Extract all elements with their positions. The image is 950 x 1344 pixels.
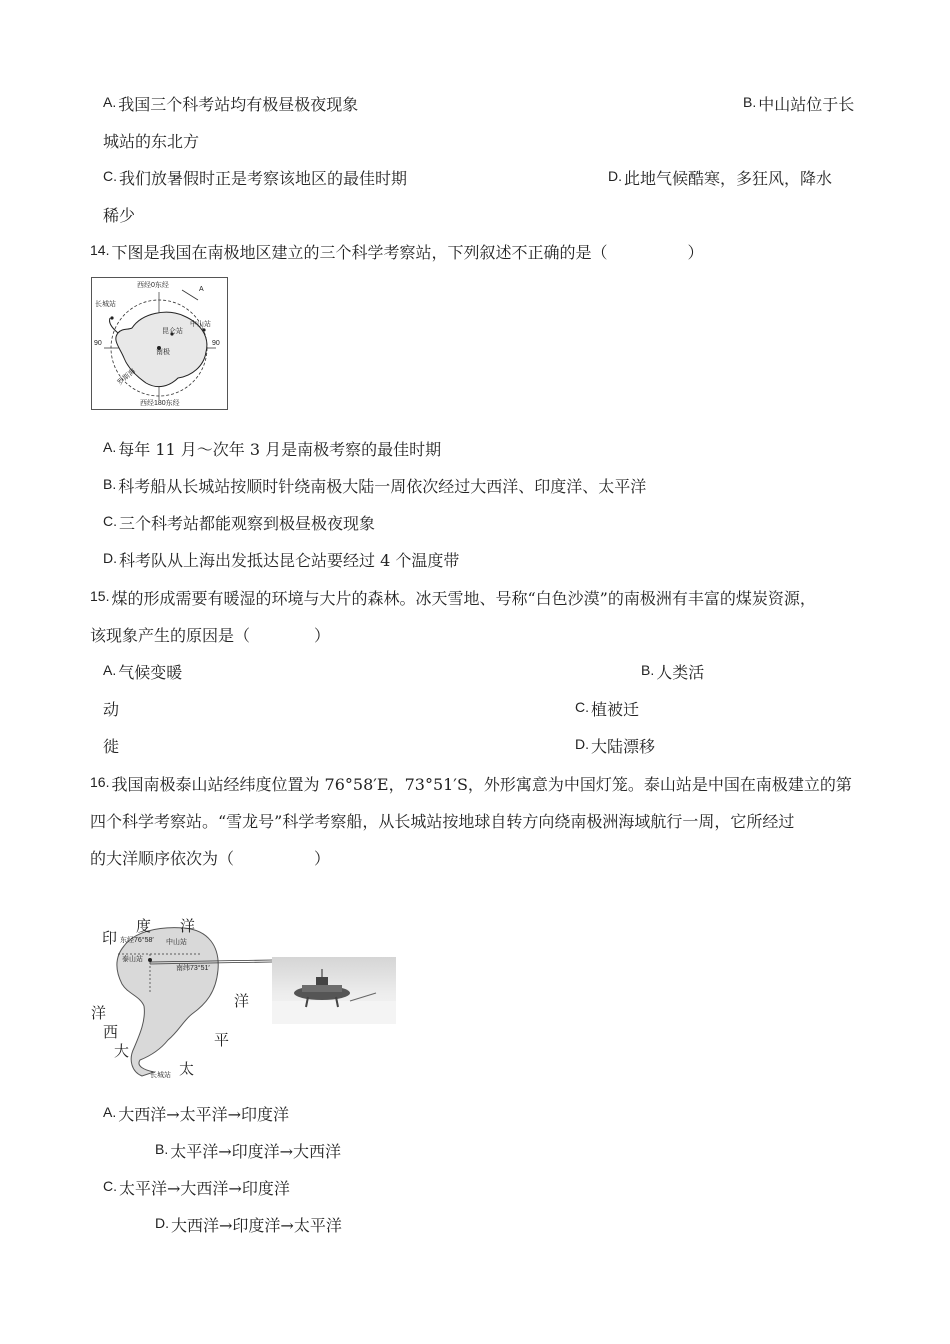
q16-taishan-station-photo <box>272 957 396 1024</box>
q16-map-yang-right: 洋 <box>234 992 250 1010</box>
q16-option-c: C. 太平洋→大西洋→印度洋 <box>103 1178 290 1198</box>
q14-map-drawing <box>92 278 227 409</box>
q16-map-yin: 印 <box>102 929 118 947</box>
q13-option-d: D. 此地气候酷寒，多狂风，降水 <box>608 168 833 188</box>
q16-station-building-drawing <box>272 957 396 1024</box>
q14-map-arrow-label: A <box>199 286 204 293</box>
q15-option-d: D. 大陆漂移 <box>575 736 656 756</box>
q16-map-taishan-label: 泰山站 <box>122 956 143 963</box>
q14-map-sea-label: 罗斯海 <box>116 367 138 387</box>
q16-map-du: 度 <box>136 917 152 935</box>
q15-option-c: C. 植被迁 <box>575 699 640 719</box>
q16-map-figure <box>88 910 398 1082</box>
q16-map-da: 大 <box>114 1042 130 1060</box>
q16-option-a: A. 大西洋→太平洋→印度洋 <box>103 1104 290 1124</box>
q15-stem-line1: 15. 煤的形成需要有暖湿的环境与大片的森林。冰天雪地、号称“白色沙漠”的南极洲有丰富的煤炭资源， <box>90 588 816 608</box>
q14-map-pole-label: 南极 <box>156 349 170 356</box>
q14-option-a: A. 每年 11 月～次年 3 月是南极考察的最佳时期 <box>103 439 442 459</box>
q16-option-d: D. 大西洋→印度洋→太平洋 <box>155 1215 342 1235</box>
q16-map-yang-left: 洋 <box>91 1004 107 1022</box>
q15-option-c-continued: 徙 <box>103 737 120 756</box>
q14-map-left-90: 90 <box>94 340 102 347</box>
q16-map-xi: 西 <box>103 1023 119 1041</box>
q13-option-d-continued: 稀少 <box>103 206 136 225</box>
q14-map-kunlun-label: 昆仑站 <box>162 328 183 335</box>
q15-option-b: B. 人类活 <box>641 662 705 682</box>
q14-map-zhongshan-label: 中山站 <box>190 321 211 328</box>
q13-option-b: B. 中山站位于长 <box>743 94 855 114</box>
q15-option-a: A. 气候变暖 <box>103 662 183 682</box>
q16-map-lat-label: 南纬73°51′ <box>176 965 210 972</box>
q15-stem-line2: 该现象产生的原因是（ ） <box>90 626 331 645</box>
q14-antarctica-map <box>91 277 228 410</box>
q16-map-yang-top: 洋 <box>180 917 196 935</box>
q14-map-bottom-label: 西经180东经 <box>140 400 180 407</box>
q16-map-zhongshan-label: 中山站 <box>166 939 187 946</box>
q14-map-changcheng-label: 长城站 <box>95 301 116 308</box>
q14-option-c: C. 三个科考站都能观察到极昼极夜现象 <box>103 513 376 533</box>
q15-option-b-continued: 动 <box>103 700 120 719</box>
q16-option-b: B. 太平洋→印度洋→大西洋 <box>155 1141 342 1161</box>
q16-map-ping: 平 <box>214 1031 230 1049</box>
q13-option-a: A. 我国三个科考站均有极昼极夜现象 <box>103 94 359 114</box>
q14-map-top-label: 西经0东经 <box>137 282 169 289</box>
q14-stem: 14. 下图是我国在南极地区建立的三个科学考察站，下列叙述不正确的是（ ） <box>90 242 704 262</box>
q14-map-right-90: 90 <box>212 340 220 347</box>
q16-map-lon-label: 东经76°58′ <box>120 937 154 944</box>
q16-stem-line2: 四个科学考察站。“雪龙号”科学考察船，从长城站按地球自转方向绕南极洲海域航行一周，它所经过 <box>90 812 795 831</box>
q14-option-b: B. 科考船从长城站按顺时针绕南极大陆一周依次经过大西洋、印度洋、太平洋 <box>103 476 647 496</box>
q16-map-tai: 太 <box>179 1060 195 1078</box>
q16-stem-line3: 的大洋顺序依次为（ ） <box>90 849 331 868</box>
q13-option-b-continued: 城站的东北方 <box>103 132 200 151</box>
q13-option-c: C. 我们放暑假时正是考察该地区的最佳时期 <box>103 168 408 188</box>
q14-option-d: D. 科考队从上海出发抵达昆仑站要经过 4 个温度带 <box>103 550 460 570</box>
q16-map-changcheng-label: 长城站 <box>150 1072 171 1079</box>
q16-stem-line1: 16. 我国南极泰山站经纬度位置为 76°58′E，73°51′S，外形寓意为中国灯笼。泰山站是中国在南极建立的第 <box>90 774 852 794</box>
